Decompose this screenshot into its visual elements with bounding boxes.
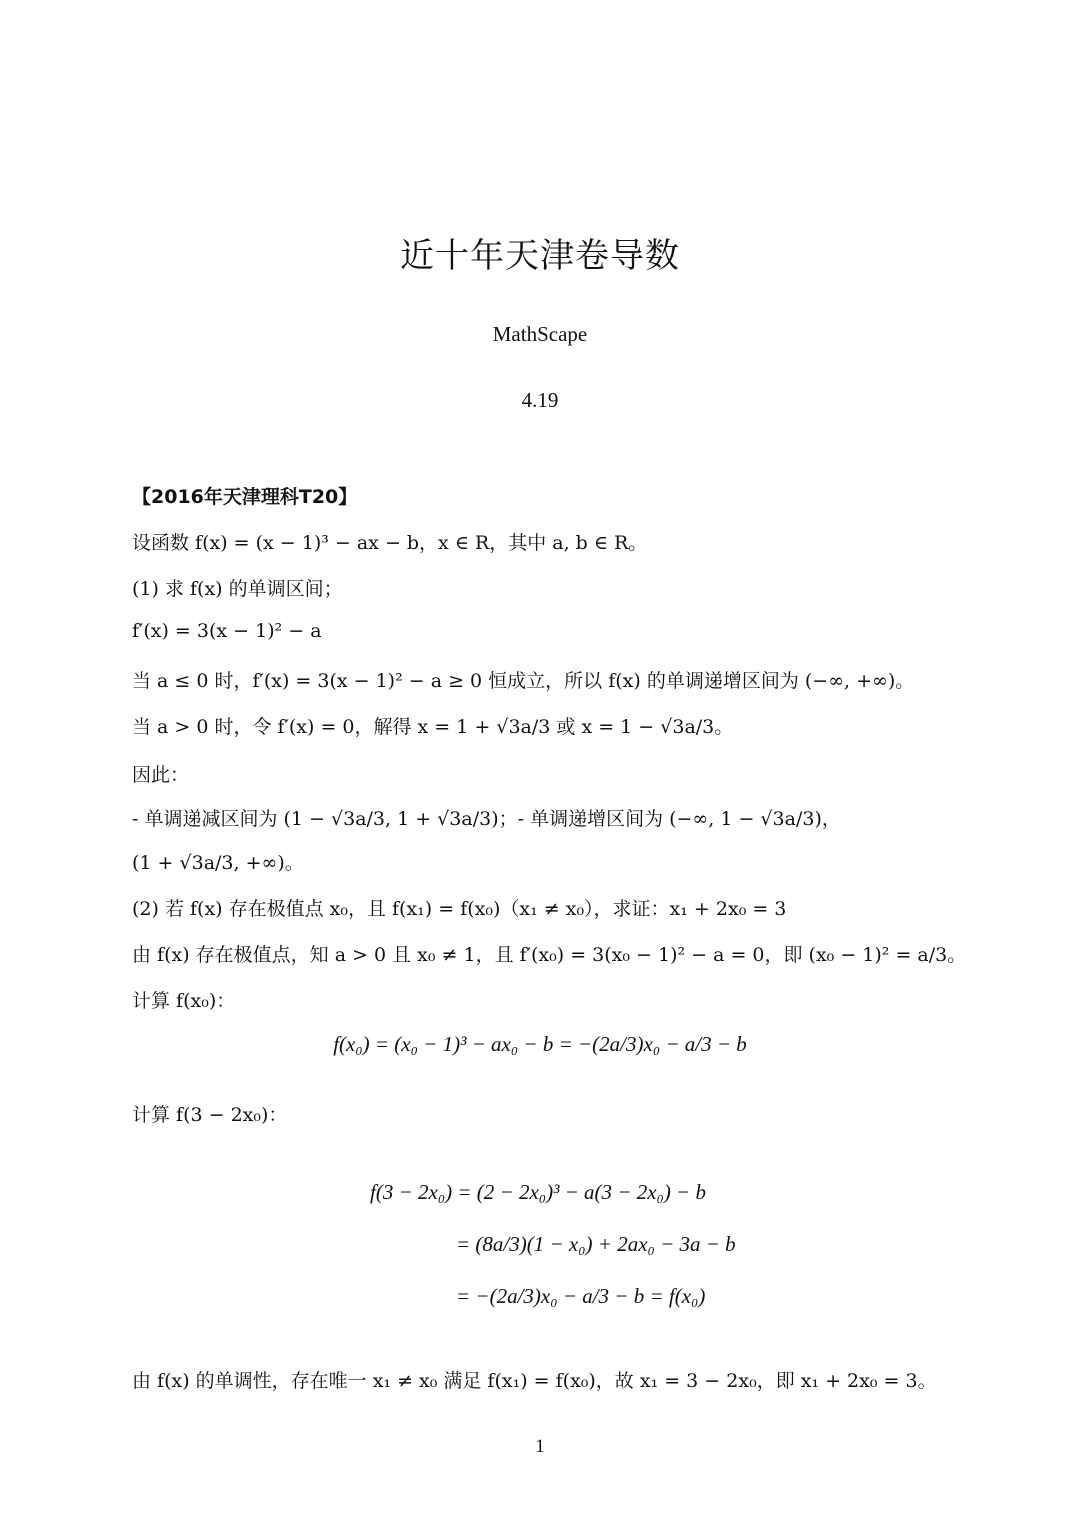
problem-statement: 设函数 f(x) = (x − 1)³ − ax − b，x ∈ R，其中 a, b ∈ R。 [132, 532, 648, 554]
section-title: 【2016年天津理科T20】 [132, 486, 358, 508]
equation-row-3: = −(2a/3)x₀ − a/3 − b = f(x₀) [456, 1284, 706, 1308]
compute-f-x0-label: 计算 f(x₀)： [132, 990, 236, 1012]
page-number: 1 [535, 1436, 545, 1457]
author: MathScape [492, 322, 588, 346]
part-2-question: (2) 若 f(x) 存在极值点 x₀，且 f(x₁) = f(x₀)（x₁ ≠ x₀），求证：x₁ + 2x₀ = 3 [132, 898, 787, 920]
case-a-positive: 当 a > 0 时，令 f′(x) = 0，解得 x = 1 + √3a/3 或 x = 1 − √3a/3。 [132, 716, 734, 738]
conclusion: 由 f(x) 的单调性，存在唯一 x₁ ≠ x₀ 满足 f(x₁) = f(x₀)，故 x₁ = 3 − 2x₀，即 x₁ + 2x₀ = 3。 [132, 1370, 937, 1392]
equation-f-x0: f(x₀) = (x₀ − 1)³ − ax₀ − b = −(2a/3)x₀ − a/3 − b [333, 1032, 747, 1056]
part-1-question: (1) 求 f(x) 的单调区间； [132, 578, 343, 600]
intervals-line-cont: (1 + √3a/3, +∞)。 [132, 852, 304, 874]
intervals-line: - 单调递减区间为 (1 − √3a/3, 1 + √3a/3)；- 单调递增区间为 (−∞, 1 − √3a/3)， [132, 808, 841, 830]
case-a-nonpositive: 当 a ≤ 0 时，f′(x) = 3(x − 1)² − a ≥ 0 恒成立，所以 f(x) 的单调递增区间为 (−∞, +∞)。 [132, 670, 915, 692]
compute-f-3-2x0-label: 计算 f(3 − 2x₀)： [132, 1104, 288, 1126]
therefore-line: 因此： [132, 764, 190, 786]
document-title: 近十年天津卷导数 [400, 236, 680, 276]
extremum-condition: 由 f(x) 存在极值点，知 a > 0 且 x₀ ≠ 1，且 f′(x₀) = 3(x₀ − 1)² − a = 0，即 (x₀ − 1)² = a/3。 [132, 944, 967, 966]
equation-row-1: f(3 − 2x₀) = (2 − 2x₀)³ − a(3 − 2x₀) − b [370, 1180, 706, 1204]
date: 4.19 [521, 388, 559, 412]
derivative-line: f′(x) = 3(x − 1)² − a [132, 620, 322, 642]
equation-row-2: = (8a/3)(1 − x₀) + 2ax₀ − 3a − b [456, 1232, 736, 1256]
